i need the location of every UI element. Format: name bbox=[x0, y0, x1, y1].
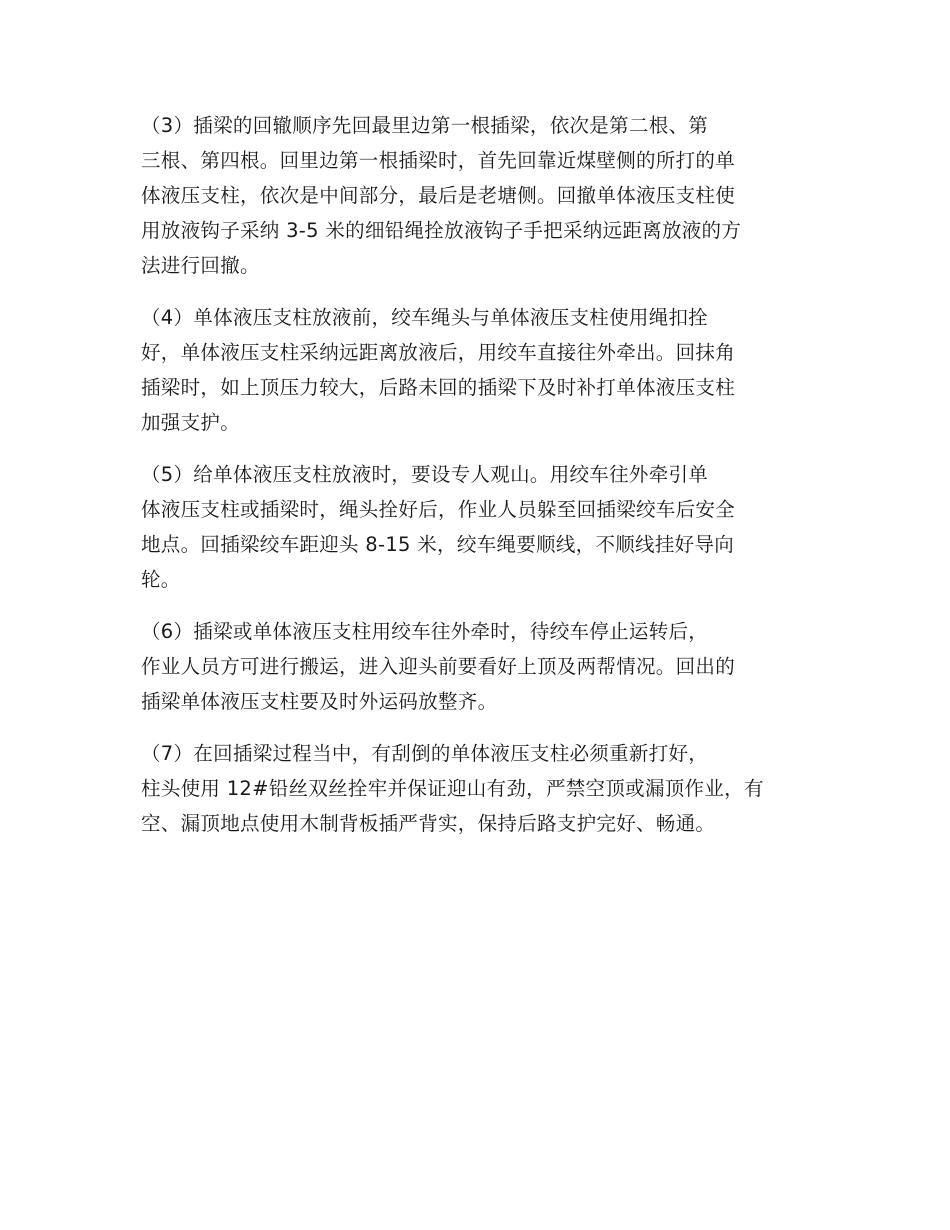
paragraph-6: （6）插梁或单体液压支柱用绞车往外牵时，待绞车停止运转后， 作业人员方可进行搬运，进入迎头前要看好上顶及两帮情况。回出的 插梁单体液压支柱要及时外运码放整齐。 bbox=[141, 620, 736, 713]
paragraph-4: （4）单体液压支柱放液前，绞车绳头与单体液压支柱使用绳扣拴 好，单体液压支柱采纳远距离放液后，用绞车直接往外牵出。回抹角 插梁时，如上顶压力较大，后路未回的插梁下及时补打单体液压支柱 加强支护。 bbox=[141, 306, 736, 434]
paragraph-3: （3）插梁的回辙顺序先回最里边第一根插梁，依次是第二根、第 三根、第四根。回里边第一根插梁时，首先回靠近煤壁侧的所打的单 体液压支柱，依次是中间部分，最后是老塘侧。回撤单体液压支柱使 用放液钩子采纳 3-5 米的细铅绳拴放液钩子手把采纳远距离放液的方 法进行回撤。 bbox=[141, 114, 742, 277]
paragraph-5: （5）给单体液压支柱放液时，要设专人观山。用绞车往外牵引单 体液压支柱或插梁时，绳头拴好后，作业人员躲至回插梁绞车后安全 地点。回插梁绞车距迎头 8-15 米，绞车绳要顺线，不顺线挂好导向 轮。 bbox=[141, 463, 736, 591]
document-body bbox=[141, 108, 809, 858]
paragraph-7: （7）在回插梁过程当中，有刮倒的单体液压支柱必须重新打好， 柱头使用 12#铅丝双丝拴牢并保证迎山有劲，严禁空顶或漏顶作业，有 空、漏顶地点使用木制背板插严背实，保持后路支护完好、畅通。 bbox=[141, 742, 764, 835]
